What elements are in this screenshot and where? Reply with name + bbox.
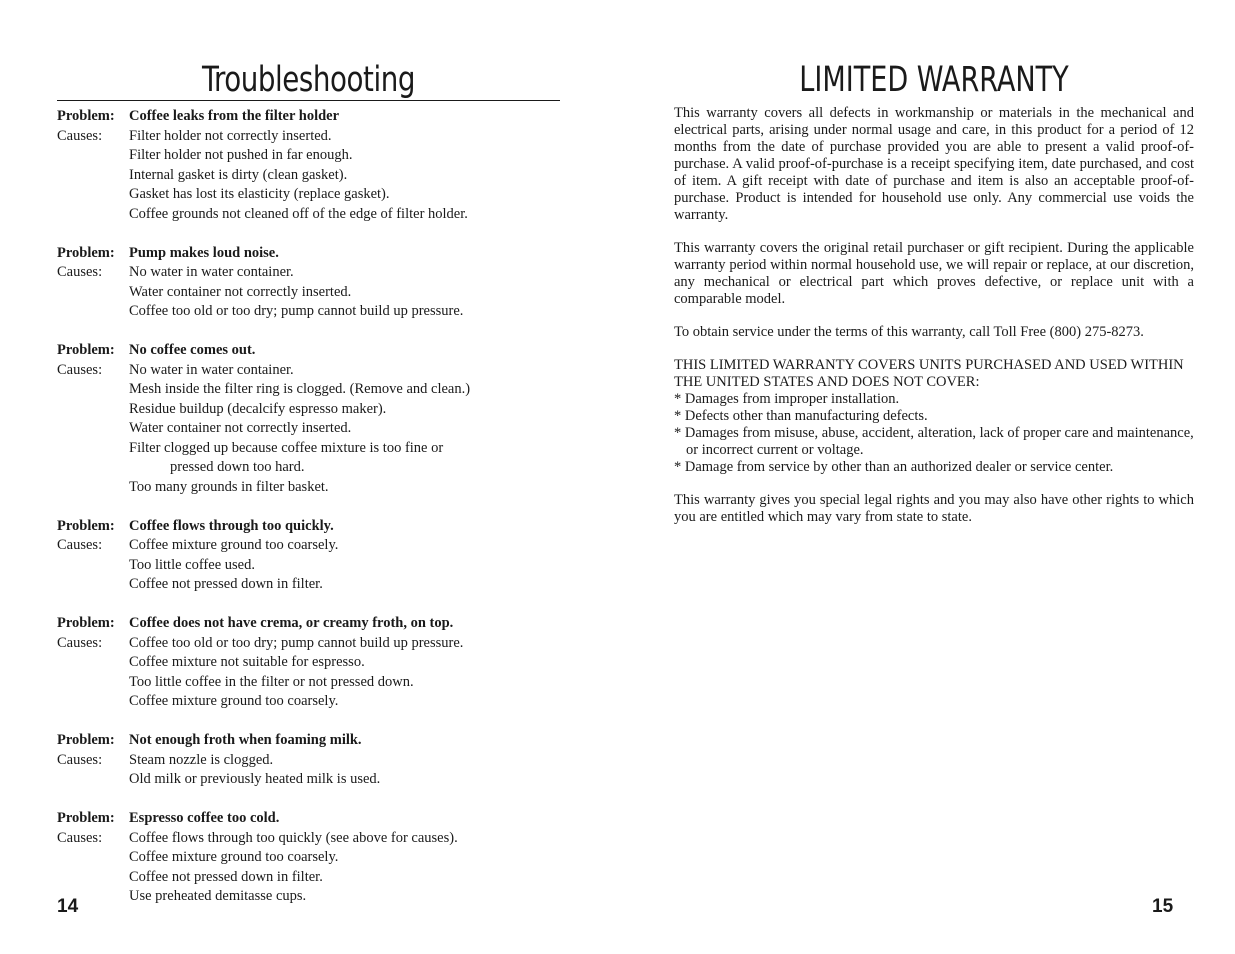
problem-text: Coffee leaks from the filter holder [129, 108, 340, 124]
cause-item: Coffee mixture ground too coarsely. [129, 693, 339, 709]
causes-label: Causes: [57, 264, 103, 280]
cause-item: Gasket has lost its elasticity (replace gasket). [129, 186, 390, 202]
problem-label: Problem: [57, 732, 115, 748]
left-page [57, 0, 560, 954]
warranty-paragraph: This warranty covers all defects in workmanship or materials in the mechanical and electrical parts, arising under normal usage and care, in this product for a period of 12 months from the date of purchase provided you are able to present a valid proof-of-purchase. A valid proof-of-purchase is a receipt specifying item, date purchased, and cost of item. A gift receipt with date of purchase and item is also an acceptable proof-of-purchase. Product is intended for household use only. Any commercial use voids the warranty. [674, 105, 1194, 223]
cause-item: Coffee mixture ground too coarsely. [129, 537, 339, 553]
cause-item: No water in water container. [129, 361, 294, 378]
cause-item: Filter holder not correctly inserted. [129, 127, 332, 144]
cause-item: Coffee grounds not cleaned off of the edge of filter holder. [129, 205, 468, 222]
problem-block [57, 731, 560, 790]
title-divider [57, 100, 560, 101]
troubleshooting-title: Troubleshooting [202, 60, 415, 100]
problem-text: Coffee does not have crema, or creamy froth, on top. [129, 615, 454, 631]
cause-item: Water container not correctly inserted. [129, 283, 352, 300]
cause-item: Coffee not pressed down in filter. [129, 576, 323, 592]
problem-block [57, 614, 560, 712]
cause-item: Old milk or previously heated milk is used. [129, 771, 381, 787]
exclusion-item: * Damage from service by other than an authorized dealer or service center. [674, 459, 1114, 475]
causes-label: Causes: [57, 751, 103, 768]
cause-item: Filter clogged up because coffee mixture is too fine or [129, 439, 444, 456]
cause-item: Too little coffee in the filter or not pressed down. [129, 673, 414, 690]
cause-item: Steam nozzle is clogged. [129, 751, 274, 768]
cause-item: Water container not correctly inserted. [129, 420, 352, 436]
cause-item: Coffee mixture ground too coarsely. [129, 849, 339, 865]
warranty-paragraph: This warranty covers the original retail purchaser or gift recipient. During the applicable warranty period within normal household use, we will repair or replace, at our discretion, any mechanical or electrical part which proves defective, or replace unit with a comparable model. [674, 240, 1194, 307]
problem-text: No coffee comes out. [129, 342, 256, 358]
problem-block [57, 517, 560, 595]
problem-text: Not enough froth when foaming milk. [129, 732, 362, 748]
warranty-paragraph: This warranty gives you special legal rights and you may also have other rights to which you are entitled which may vary from state to state. [674, 492, 1194, 525]
problem-label: Problem: [57, 810, 115, 826]
problem-label: Problem: [57, 517, 115, 534]
exclusions-section [674, 357, 1194, 476]
cause-item: Coffee flows through too quickly (see above for causes). [129, 829, 458, 846]
cause-item: Internal gasket is dirty (clean gasket). [129, 166, 348, 183]
problem-label: Problem: [57, 615, 115, 631]
cause-item: Too many grounds in filter basket. [129, 478, 329, 495]
exclusions-heading: THIS LIMITED WARRANTY COVERS UNITS PURCHASED AND USED WITHIN THE UNITED STATES AND DOES NOT COVER: [674, 357, 1184, 390]
causes-label: Causes: [57, 634, 103, 651]
service-phone-paragraph: To obtain service under the terms of this warranty, call Toll Free (800) 275-8273. [674, 324, 1144, 340]
problem-text: Pump makes loud noise. [129, 244, 279, 261]
problem-text: Espresso coffee too cold. [129, 810, 280, 826]
cause-item: Filter holder not pushed in far enough. [129, 147, 353, 163]
right-page [674, 0, 1194, 954]
cause-item: Residue buildup (decalcify espresso maker). [129, 400, 387, 417]
cause-item: Coffee not pressed down in filter. [129, 868, 323, 885]
cause-item: Coffee too old or too dry; pump cannot build up pressure. [129, 634, 464, 651]
exclusion-item: * Damages from misuse, abuse, accident, alteration, lack of proper care and maintenance, or incorrect current or voltage. [674, 425, 1194, 458]
exclusion-item: * Defects other than manufacturing defects. [674, 408, 928, 424]
problem-label: Problem: [57, 108, 115, 124]
causes-label: Causes: [57, 361, 103, 378]
problem-block [57, 107, 560, 224]
exclusion-item: * Damages from improper installation. [674, 391, 900, 407]
problem-block [57, 244, 560, 322]
page-number-right: 15 [1152, 896, 1174, 917]
page-number-left: 14 [57, 896, 79, 917]
warranty-title: LIMITED WARRANTY [799, 60, 1069, 100]
cause-item: Mesh inside the filter ring is clogged. (Remove and clean.) [129, 381, 471, 397]
warranty-text [674, 105, 1194, 542]
problem-label: Problem: [57, 342, 115, 358]
cause-item: No water in water container. [129, 264, 294, 280]
problem-block [57, 809, 560, 907]
causes-label: Causes: [57, 537, 103, 553]
problem-block [57, 341, 560, 497]
problem-text: Coffee flows through too quickly. [129, 517, 334, 534]
cause-item: Coffee too old or too dry; pump cannot build up pressure. [129, 303, 464, 319]
cause-item: Use preheated demitasse cups. [129, 888, 307, 904]
cause-item: Too little coffee used. [129, 556, 255, 573]
causes-label: Causes: [57, 127, 103, 144]
problem-label: Problem: [57, 244, 115, 261]
cause-item: Coffee mixture not suitable for espresso. [129, 654, 365, 670]
troubleshooting-list [57, 107, 560, 926]
causes-label: Causes: [57, 829, 103, 846]
cause-item-continued: pressed down too hard. [170, 459, 305, 475]
